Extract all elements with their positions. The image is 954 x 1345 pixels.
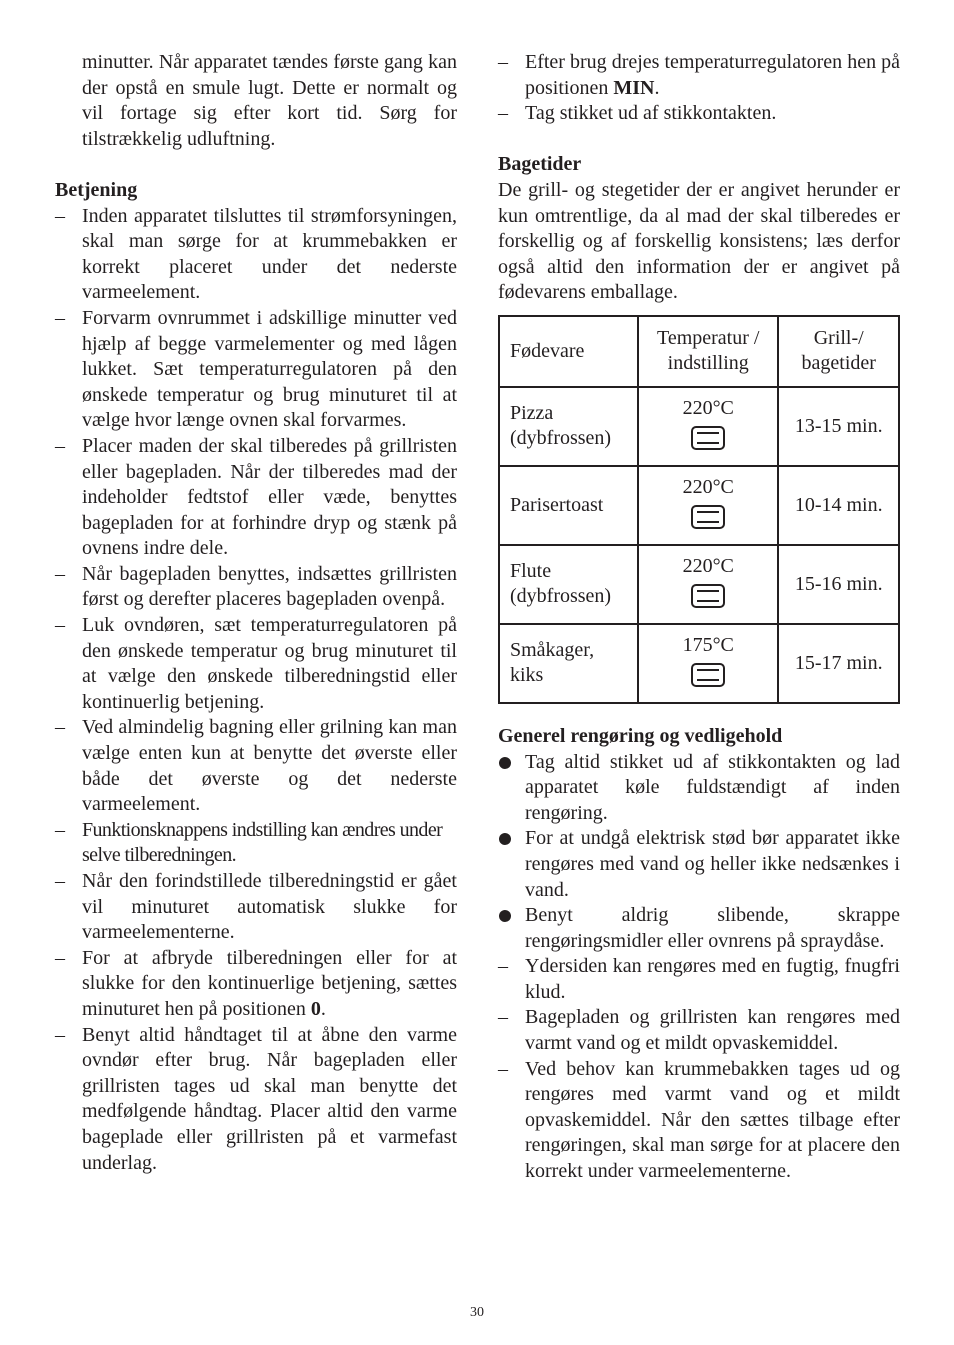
temperature-value: 220°C [682, 475, 734, 498]
dash-marker: – [498, 1006, 508, 1029]
list-item: For at undgå elektrisk stød bør apparatet ikke rengøres med vand og heller ikke nedsænkes i vand. [498, 826, 900, 903]
dash-marker: – [55, 614, 65, 637]
list-item: – Placer maden der skal tilberedes på grillristen eller bagepladen. Når der tilberedes mad der indeholder fedtstof eller væde, benyttes bagepladen for at forhindre dryp og stænk på ovnens indre dele. [55, 434, 457, 560]
page-number: 30 [470, 1305, 484, 1320]
list-item: – Luk ovndøren, sæt temperaturregulatoren på den ønskede temperatur og brug minuturet til at vælge den ønskede tilberedningstid eller kontinuerlig betjening. [55, 614, 457, 713]
dash-marker: – [55, 204, 65, 227]
oven-both-elements-icon [691, 505, 725, 529]
list-item: – Inden apparatet tilsluttes til strømforsyningen, skal man sørge for at krummebakken er korrekt placeret under det nederste varmeelement. [55, 204, 457, 304]
dash-marker: – [55, 946, 65, 969]
table-row [499, 624, 899, 703]
list-item: – Bagepladen og grillristen kan rengøres med varmt vand og et mildt opvaskemiddel. [498, 1006, 900, 1055]
temperature-value: 175°C [682, 633, 734, 656]
cell-temperature [638, 466, 778, 545]
table-row [499, 387, 899, 466]
list-item: – Når bagepladen benyttes, indsættes grillristen først og derefter placeres bagepladen ovenpå. [55, 562, 457, 611]
cell-temperature [638, 624, 778, 703]
left-column [55, 50, 457, 1176]
cell-temperature [638, 545, 778, 624]
dash-marker: – [55, 716, 65, 739]
list-item: – Ved almindelig bagning eller grilning kan man vælge enten kun at benytte det øverste eller både det øverste og det nederste varmeelement. [55, 716, 457, 816]
right-column [498, 50, 900, 1185]
cell-time: 10-14 min. [778, 466, 899, 545]
dash-marker: – [498, 51, 508, 73]
cell-time: 13-15 min. [778, 387, 899, 466]
list-item: – Efter brug drejes temperaturregulatoren hen på positionen MIN. [498, 51, 900, 99]
list-item: – Ved behov kan krummebakken tages ud og rengøres med varmt vand og et mildt opvaskemiddel. Når den sættes tilbage efter rengøringen, skal man sørge for at placere den korrekt under varmeelementerne. [498, 1057, 900, 1183]
dash-marker: – [55, 818, 65, 841]
header-food: Fødevare [499, 316, 638, 387]
position-zero: 0 [310, 997, 321, 1020]
list-item: – Ydersiden kan rengøres med en fugtig, fnugfri klud. [498, 955, 900, 1003]
cleaning-heading: Generel rengøring og vedligehold [498, 724, 783, 747]
dash-marker: – [55, 434, 65, 457]
betjening-heading: Betjening [55, 178, 138, 201]
cell-food: Flute (dybfrossen) [499, 545, 638, 624]
bagetider-heading: Bagetider [498, 153, 582, 176]
table-row [499, 545, 899, 624]
header-temperature: Temperatur / indstilling [638, 316, 778, 387]
cell-time: 15-16 min. [778, 545, 899, 624]
bullet-dot-icon [499, 757, 511, 769]
list-item: Tag altid stikket ud af stikkontakten og lad apparatet køle fuldstændigt af inden rengøring. [498, 750, 900, 827]
list-item: – Når den forindstillede tilberedningstid er gået vil minuturet automatisk slukke for varmeelementerne. [55, 870, 457, 944]
cell-food: Pizza (dybfrossen) [499, 387, 638, 466]
list-item: – For at afbryde tilberedningen eller for at slukke for den kontinuerlige betjening, sættes minuturet hen på positionen 0. [55, 946, 457, 1020]
table-row [499, 466, 899, 545]
baking-times-table [498, 315, 900, 704]
cell-food: Småkager, kiks [499, 624, 638, 703]
dash-marker: – [498, 1057, 508, 1080]
oven-both-elements-icon [691, 426, 725, 450]
after-use-list [498, 50, 900, 127]
intro-paragraph: minutter. Når apparatet tændes første gang kan der opstå en smule lugt. Dette er normalt og vil fortage sig efter kort tid. Sørg for tilstrækkelig udluftning. [82, 51, 457, 150]
bullet-dot-icon [499, 833, 511, 845]
bagetider-paragraph: De grill- og stegetider der er angivet herunder er kun omtrentlige, da al mad der skal tilberedes er forskellig og af forskellig konsistens; læs derfor også altid den information der er angivet på fødevarens emballage. [498, 178, 900, 304]
dash-marker: – [498, 955, 508, 978]
list-item: – Tag stikket ud af stikkontakten. [498, 101, 900, 127]
bullet-dot-icon [499, 910, 511, 922]
list-item: Benyt aldrig slibende, skrappe rengøringsmidler eller ovnrens på spraydåse. [498, 903, 900, 954]
dash-marker: – [498, 102, 508, 125]
position-min: MIN [613, 76, 655, 99]
dash-marker: – [55, 1023, 65, 1046]
temperature-value: 220°C [682, 396, 734, 419]
table-header-row [499, 316, 899, 387]
list-item: – Funktionsknappens indstilling kan ændres under selve tilberedningen. [55, 818, 443, 867]
betjening-list [55, 204, 457, 1177]
cleaning-list [498, 750, 900, 1185]
list-item: – Forvarm ovnrummet i adskillige minutter ved hjælp af begge varmelementer og med lågen lukket. Sæt temperaturregulatoren på den ønskede temperatur og brug minuturet til at vælge hvor længe ovnen skal forvarmes. [55, 306, 457, 432]
list-item: – Benyt altid håndtaget til at åbne den varme ovndør efter brug. Når bagepladen eller grillristen tages ud skal man benytte det medfølgende håndtag. Placer altid den varme bageplade eller grillristen på et varmefast underlag. [55, 1023, 457, 1174]
dash-marker: – [55, 870, 65, 892]
dash-marker: – [55, 562, 65, 585]
cell-temperature [638, 387, 778, 466]
oven-both-elements-icon [691, 584, 725, 608]
cell-time: 15-17 min. [778, 624, 899, 703]
oven-both-elements-icon [691, 663, 725, 687]
cell-food: Parisertoast [499, 466, 638, 545]
temperature-value: 220°C [682, 554, 734, 577]
header-time: Grill-/ bagetider [778, 316, 899, 387]
dash-marker: – [55, 306, 65, 329]
